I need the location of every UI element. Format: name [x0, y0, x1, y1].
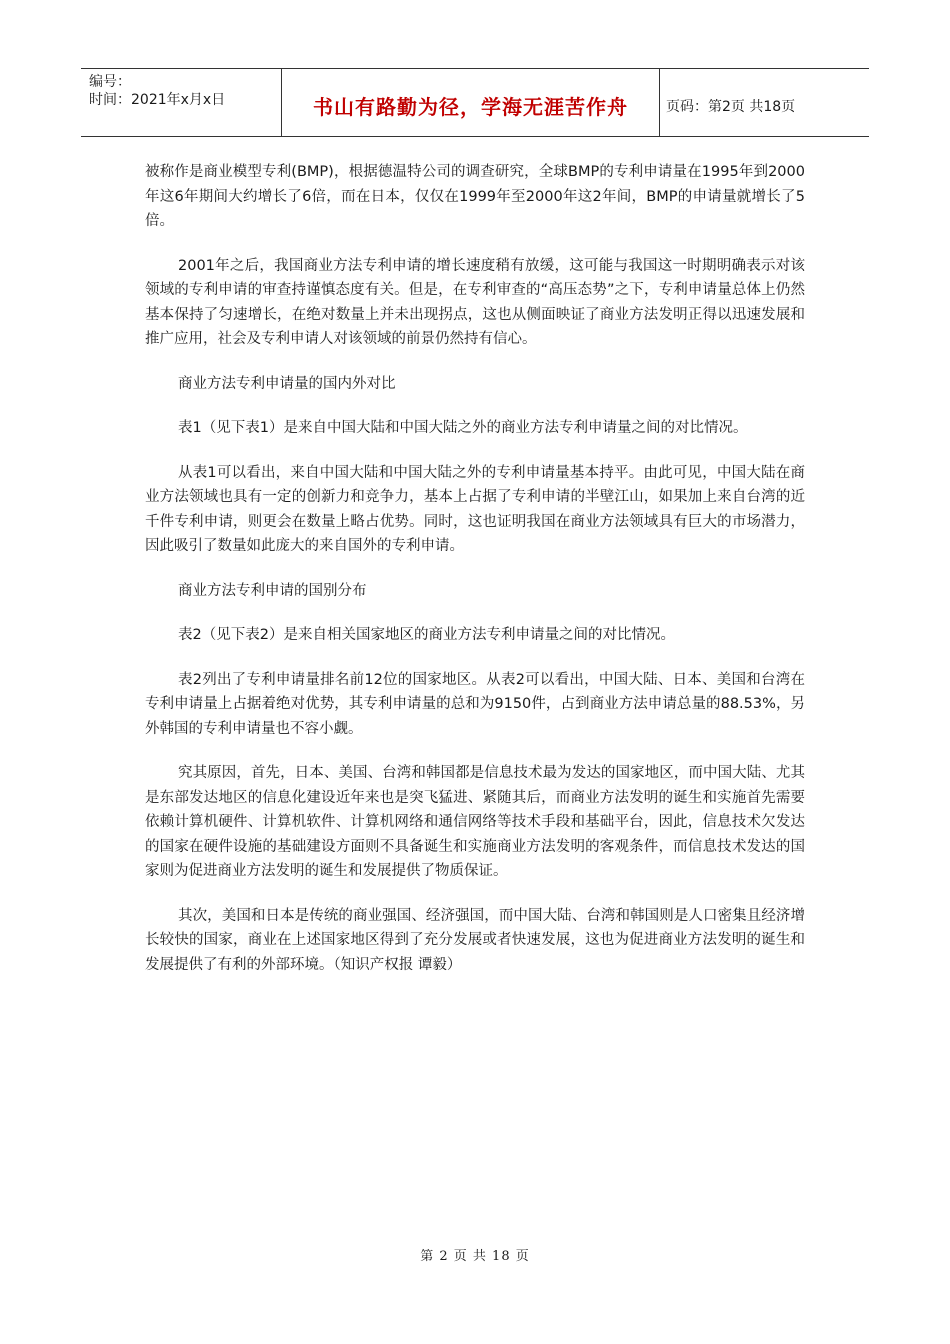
header-page-number: 页码：第2页 共18页	[666, 98, 796, 115]
paragraph-table1-analysis: 从表1可以看出，来自中国大陆和中国大陆之外的专利申请量基本持平。由此可见，中国大陆在商业方法领域也具有一定的创新力和竞争力，基本上占据了专利申请的半壁江山，如果加上来自台湾的近千件专利申请，则更会在数量上略占优势。同时，这也证明我国在商业方法领域具有巨大的市场潜力，因此吸引了数量如此庞大的来自国外的专利申请。	[145, 464, 805, 554]
paragraph-table2-analysis: 表2列出了专利申请量排名前12位的国家地区。从表2可以看出，中国大陆、日本、美国和台湾在专利申请量上占据着绝对优势，其专利申请量的总和为9150件，占到商业方法申请总量的88.53%，另外韩国的专利申请量也不容小觑。	[145, 671, 805, 737]
paragraph-post-2001: 2001年之后，我国商业方法专利申请的增长速度稍有放缓，这可能与我国这一时期明确表示对该领域的专利申请的审查持谨慎态度有关。但是，在专利审查的“高压态势”之下，专利申请量总体上仍然基本保持了匀速增长，在绝对数量上并未出现拐点，这也从侧面映证了商业方法发明正得以迅速发展和推广应用，社会及专利申请人对该领域的前景仍然持有信心。	[145, 257, 805, 347]
header-motto: 书山有路勤为径，学海无涯苦作舟	[313, 95, 628, 119]
document-body	[145, 160, 805, 997]
page-header	[81, 68, 869, 137]
paragraph-reason-first: 究其原因，首先，日本、美国、台湾和韩国都是信息技术最为发达的国家地区，而中国大陆、尤其是东部发达地区的信息化建设近年来也是突飞猛进、紧随其后，而商业方法发明的诞生和实施首先需要依赖计算机硬件、计算机软件、计算机网络和通信网络等技术手段和基础平台，因此，信息技术欠发达的国家在硬件设施的基础建设方面则不具备诞生和实施商业方法发明的客观条件，而信息技术发达的国家则为促进商业方法发明的诞生和发展提供了物质保证。	[145, 765, 805, 879]
header-motto-cell	[282, 69, 660, 136]
page-footer: 第 2 页 共 18 页	[420, 1249, 530, 1264]
header-page-cell	[660, 69, 869, 136]
section-heading-domestic-foreign: 商业方法专利申请量的国内外对比	[178, 375, 396, 392]
paragraph-reason-second: 其次，美国和日本是传统的商业强国、经济强国，而中国大陆、台湾和韩国则是人口密集且经济增长较快的国家，商业在上述国家地区得到了充分发展或者快速发展，这也为促进商业方法发明的诞生和发展提供了有利的外部环境。（知识产权报 谭毅）	[145, 907, 805, 973]
document-number-label: 编号：	[89, 74, 131, 90]
paragraph-table2-intro: 表2（见下表2）是来自相关国家地区的商业方法专利申请量之间的对比情况。	[178, 627, 675, 643]
header-meta-cell	[81, 69, 282, 136]
document-date-label: 时间：2021年x月x日	[89, 92, 226, 108]
paragraph-table1-intro: 表1（见下表1）是来自中国大陆和中国大陆之外的商业方法专利申请量之间的对比情况。	[178, 420, 748, 436]
section-heading-country-distribution: 商业方法专利申请的国别分布	[178, 582, 367, 599]
paragraph-bmp-growth: 被称作是商业模型专利(BMP)，根据德温特公司的调查研究，全球BMP的专利申请量在1995年到2000年这6年期间大约增长了6倍，而在日本，仅仅在1999年至2000年这2年间，BMP的申请量就增长了5倍。	[145, 164, 805, 229]
